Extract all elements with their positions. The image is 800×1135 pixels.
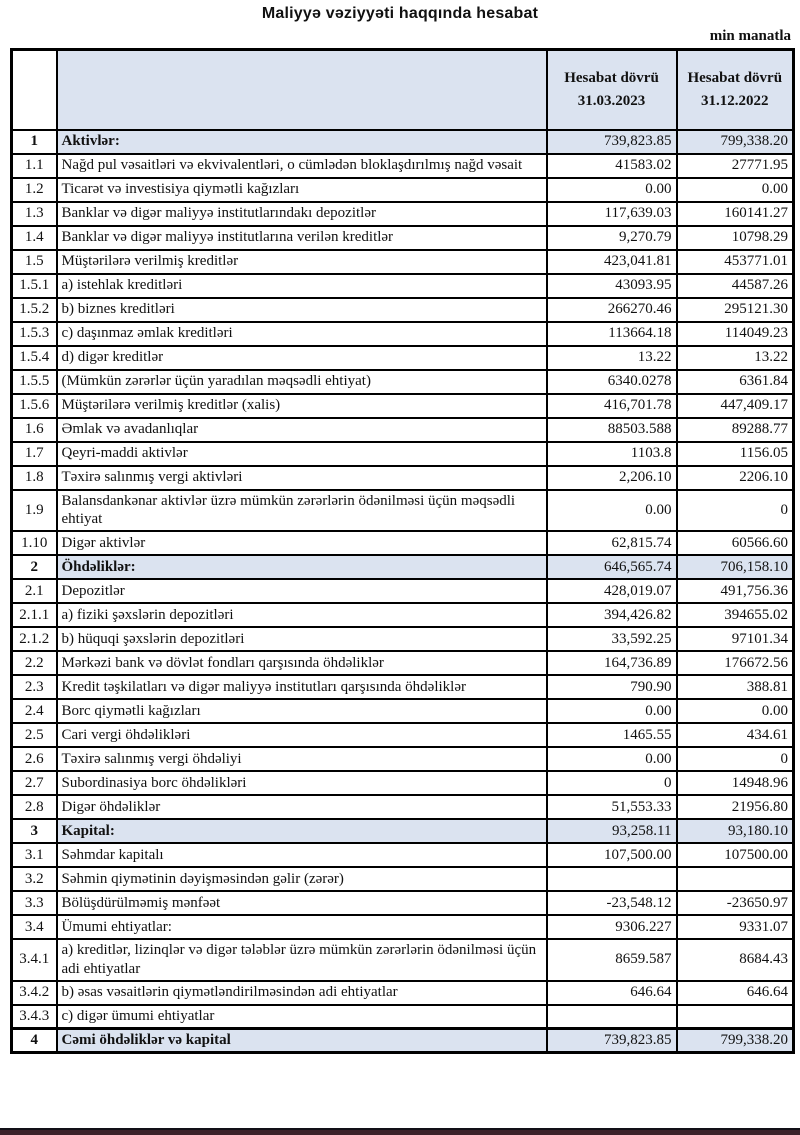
header-row xyxy=(12,50,794,130)
value-period-1: 164,736.89 xyxy=(547,651,677,675)
row-label: Digər aktivlər xyxy=(57,531,547,555)
value-period-2: 0 xyxy=(677,490,794,532)
value-period-1: 6340.0278 xyxy=(547,370,677,394)
row-label: Cəmi öhdəliklər və kapital xyxy=(57,1029,547,1053)
row-label: a) istehlak kreditləri xyxy=(57,274,547,298)
header-cell-description xyxy=(57,50,547,130)
table-row xyxy=(12,418,794,442)
table-row xyxy=(12,651,794,675)
value-period-2: 799,338.20 xyxy=(677,1029,794,1053)
row-number: 1.5.6 xyxy=(12,394,57,418)
value-period-1: 93,258.11 xyxy=(547,819,677,843)
table-row xyxy=(12,1005,794,1029)
value-period-2: 13.22 xyxy=(677,346,794,370)
value-period-2: 44587.26 xyxy=(677,274,794,298)
value-period-2: 10798.29 xyxy=(677,226,794,250)
row-number: 1.5 xyxy=(12,250,57,274)
row-label: Banklar və digər maliyyə institutlarına verilən kreditlər xyxy=(57,226,547,250)
header-cell-period-1 xyxy=(547,50,677,130)
row-number: 2.1.2 xyxy=(12,627,57,651)
value-period-2: 8684.43 xyxy=(677,939,794,981)
value-period-1: 0.00 xyxy=(547,490,677,532)
row-number: 1.8 xyxy=(12,466,57,490)
value-period-2: 176672.56 xyxy=(677,651,794,675)
row-number: 1.5.5 xyxy=(12,370,57,394)
value-period-2: 89288.77 xyxy=(677,418,794,442)
table-row xyxy=(12,394,794,418)
value-period-1: 1103.8 xyxy=(547,442,677,466)
value-period-1: 0 xyxy=(547,771,677,795)
row-label: Digər öhdəliklər xyxy=(57,795,547,819)
section-row xyxy=(12,819,794,843)
row-label: Öhdəliklər: xyxy=(57,555,547,579)
value-period-2: 646.64 xyxy=(677,981,794,1005)
value-period-1: 0.00 xyxy=(547,747,677,771)
row-label: Müştərilərə verilmiş kreditlər (xalis) xyxy=(57,394,547,418)
value-period-1: 41583.02 xyxy=(547,154,677,178)
value-period-2: -23650.97 xyxy=(677,891,794,915)
row-number: 1.4 xyxy=(12,226,57,250)
row-label: Təxirə salınmış vergi öhdəliyi xyxy=(57,747,547,771)
page-bottom-bar xyxy=(0,1128,800,1135)
value-period-2: 14948.96 xyxy=(677,771,794,795)
table-row xyxy=(12,579,794,603)
period-1-label: Hesabat dövrü xyxy=(564,70,659,86)
value-period-1: 0.00 xyxy=(547,699,677,723)
value-period-2: 453771.01 xyxy=(677,250,794,274)
row-label: Cari vergi öhdəlikləri xyxy=(57,723,547,747)
row-label: a) kreditlər, lizinqlər və digər tələblər üzrə mümkün zərərlərin ödənilməsi üçün adi ehtiyatlar xyxy=(57,939,547,981)
financial-position-table xyxy=(10,48,795,1054)
table-row xyxy=(12,795,794,819)
table-row xyxy=(12,939,794,981)
value-period-1: 62,815.74 xyxy=(547,531,677,555)
row-label: Balansdankənar aktivlər üzrə mümkün zərərlərin ödənilməsi üçün məqsədli ehtiyat xyxy=(57,490,547,532)
value-period-1: 266270.46 xyxy=(547,298,677,322)
row-label: (Mümkün zərərlər üçün yaradılan məqsədli ehtiyat) xyxy=(57,370,547,394)
row-label: Kapital: xyxy=(57,819,547,843)
table-row xyxy=(12,891,794,915)
row-label: Əmlak və avadanlıqlar xyxy=(57,418,547,442)
table-row xyxy=(12,747,794,771)
row-number: 1.7 xyxy=(12,442,57,466)
value-period-2: 434.61 xyxy=(677,723,794,747)
row-number: 2.5 xyxy=(12,723,57,747)
row-number: 1.6 xyxy=(12,418,57,442)
row-number: 1.5.2 xyxy=(12,298,57,322)
row-number: 3 xyxy=(12,819,57,843)
value-period-1: 88503.588 xyxy=(547,418,677,442)
value-period-1: 428,019.07 xyxy=(547,579,677,603)
period-2-label: Hesabat dövrü xyxy=(687,70,783,86)
value-period-1 xyxy=(547,1005,677,1029)
row-number: 2.6 xyxy=(12,747,57,771)
row-number: 1.9 xyxy=(12,490,57,532)
table-header xyxy=(12,50,794,130)
value-period-1: 739,823.85 xyxy=(547,130,677,154)
row-label: Banklar və digər maliyyə institutlarındakı depozitlər xyxy=(57,202,547,226)
section-row xyxy=(12,130,794,154)
value-period-2: 388.81 xyxy=(677,675,794,699)
header-cell-blank xyxy=(12,50,57,130)
value-period-1: 790.90 xyxy=(547,675,677,699)
row-label: Aktivlər: xyxy=(57,130,547,154)
table-row xyxy=(12,675,794,699)
value-period-1: 0.00 xyxy=(547,178,677,202)
table-row xyxy=(12,771,794,795)
row-label: Mərkəzi bank və dövlət fondları qarşısında öhdəliklər xyxy=(57,651,547,675)
table-row xyxy=(12,274,794,298)
table-row xyxy=(12,627,794,651)
value-period-1: -23,548.12 xyxy=(547,891,677,915)
table-row xyxy=(12,370,794,394)
value-period-2: 6361.84 xyxy=(677,370,794,394)
value-period-1: 33,592.25 xyxy=(547,627,677,651)
section-row xyxy=(12,555,794,579)
table-body xyxy=(12,130,794,1053)
value-period-2: 107500.00 xyxy=(677,843,794,867)
value-period-1: 43093.95 xyxy=(547,274,677,298)
table-row xyxy=(12,843,794,867)
row-label: Müştərilərə verilmiş kreditlər xyxy=(57,250,547,274)
row-number: 1.3 xyxy=(12,202,57,226)
value-period-2: 295121.30 xyxy=(677,298,794,322)
row-label: Qeyri-maddi aktivlər xyxy=(57,442,547,466)
value-period-1: 8659.587 xyxy=(547,939,677,981)
row-number: 3.2 xyxy=(12,867,57,891)
value-period-1: 416,701.78 xyxy=(547,394,677,418)
table-row xyxy=(12,442,794,466)
value-period-1: 2,206.10 xyxy=(547,466,677,490)
row-label: a) fiziki şəxslərin depozitləri xyxy=(57,603,547,627)
row-label: Depozitlər xyxy=(57,579,547,603)
value-period-1: 9306.227 xyxy=(547,915,677,939)
value-period-2: 491,756.36 xyxy=(677,579,794,603)
row-number: 3.4 xyxy=(12,915,57,939)
value-period-1: 113664.18 xyxy=(547,322,677,346)
table-row xyxy=(12,915,794,939)
row-number: 1.1 xyxy=(12,154,57,178)
row-label: Bölüşdürülməmiş mənfəət xyxy=(57,891,547,915)
value-period-2: 2206.10 xyxy=(677,466,794,490)
table-row xyxy=(12,867,794,891)
value-period-1: 51,553.33 xyxy=(547,795,677,819)
row-label: c) digər ümumi ehtiyatlar xyxy=(57,1005,547,1029)
period-1-date: 31.03.2023 xyxy=(577,92,646,109)
row-number: 2 xyxy=(12,555,57,579)
value-period-2: 1156.05 xyxy=(677,442,794,466)
table-row xyxy=(12,531,794,555)
period-2-date: 31.12.2022 xyxy=(701,92,769,109)
row-number: 1.2 xyxy=(12,178,57,202)
header-cell-period-2 xyxy=(677,50,794,130)
value-period-1: 9,270.79 xyxy=(547,226,677,250)
table-row xyxy=(12,490,794,532)
row-label: Təxirə salınmış vergi aktivləri xyxy=(57,466,547,490)
value-period-2: 394655.02 xyxy=(677,603,794,627)
row-number: 2.1.1 xyxy=(12,603,57,627)
row-number: 1.10 xyxy=(12,531,57,555)
value-period-1: 739,823.85 xyxy=(547,1029,677,1053)
value-period-2: 160141.27 xyxy=(677,202,794,226)
value-period-2: 9331.07 xyxy=(677,915,794,939)
table-row xyxy=(12,202,794,226)
value-period-2: 93,180.10 xyxy=(677,819,794,843)
value-period-2: 706,158.10 xyxy=(677,555,794,579)
row-number: 2.2 xyxy=(12,651,57,675)
value-period-2: 0 xyxy=(677,747,794,771)
row-label: Subordinasiya borc öhdəlikləri xyxy=(57,771,547,795)
table-row xyxy=(12,466,794,490)
table-row xyxy=(12,603,794,627)
row-label: Səhmdar kapitalı xyxy=(57,843,547,867)
row-label: b) əsas vəsaitlərin qiymətləndirilməsindən adi ehtiyatlar xyxy=(57,981,547,1005)
table-row xyxy=(12,298,794,322)
value-period-2: 0.00 xyxy=(677,178,794,202)
row-label: c) daşınmaz əmlak kreditləri xyxy=(57,322,547,346)
table-row xyxy=(12,346,794,370)
table-row xyxy=(12,322,794,346)
section-row xyxy=(12,1029,794,1053)
value-period-1 xyxy=(547,867,677,891)
table-row xyxy=(12,250,794,274)
row-number: 2.4 xyxy=(12,699,57,723)
table-row xyxy=(12,699,794,723)
row-label: Borc qiymətli kağızları xyxy=(57,699,547,723)
value-period-1: 117,639.03 xyxy=(547,202,677,226)
value-period-1: 1465.55 xyxy=(547,723,677,747)
row-number: 3.4.2 xyxy=(12,981,57,1005)
row-number: 1.5.4 xyxy=(12,346,57,370)
value-period-2: 114049.23 xyxy=(677,322,794,346)
row-label: d) digər kreditlər xyxy=(57,346,547,370)
row-number: 3.3 xyxy=(12,891,57,915)
value-period-2: 27771.95 xyxy=(677,154,794,178)
value-period-2: 97101.34 xyxy=(677,627,794,651)
row-number: 2.8 xyxy=(12,795,57,819)
value-period-2: 0.00 xyxy=(677,699,794,723)
unit-note: min manatla xyxy=(709,28,791,44)
value-period-2 xyxy=(677,867,794,891)
row-label: Kredit təşkilatları və digər maliyyə institutları qarşısında öhdəliklər xyxy=(57,675,547,699)
row-label: Ümumi ehtiyatlar: xyxy=(57,915,547,939)
row-label: b) biznes kreditləri xyxy=(57,298,547,322)
value-period-2 xyxy=(677,1005,794,1029)
value-period-1: 107,500.00 xyxy=(547,843,677,867)
table-row xyxy=(12,226,794,250)
page-title: Maliyyə vəziyyəti haqqında hesabat xyxy=(261,5,539,22)
value-period-1: 394,426.82 xyxy=(547,603,677,627)
value-period-1: 13.22 xyxy=(547,346,677,370)
value-period-2: 60566.60 xyxy=(677,531,794,555)
table-row xyxy=(12,981,794,1005)
row-number: 3.4.3 xyxy=(12,1005,57,1029)
table-row xyxy=(12,723,794,747)
table-row xyxy=(12,178,794,202)
row-label: b) hüquqi şəxslərin depozitləri xyxy=(57,627,547,651)
row-number: 4 xyxy=(12,1029,57,1053)
row-number: 1 xyxy=(12,130,57,154)
row-number: 3.4.1 xyxy=(12,939,57,981)
row-label: Ticarət və investisiya qiymətli kağızları xyxy=(57,178,547,202)
row-label: Səhmin qiymətinin dəyişməsindən gəlir (zərər) xyxy=(57,867,547,891)
value-period-1: 646.64 xyxy=(547,981,677,1005)
value-period-1: 423,041.81 xyxy=(547,250,677,274)
row-number: 2.3 xyxy=(12,675,57,699)
row-number: 2.1 xyxy=(12,579,57,603)
row-number: 2.7 xyxy=(12,771,57,795)
value-period-1: 646,565.74 xyxy=(547,555,677,579)
value-period-2: 799,338.20 xyxy=(677,130,794,154)
row-number: 1.5.1 xyxy=(12,274,57,298)
row-label: Nağd pul vəsaitləri və ekvivalentləri, o cümlədən bloklaşdırılmış nağd vəsait xyxy=(57,154,547,178)
table-row xyxy=(12,154,794,178)
value-period-2: 447,409.17 xyxy=(677,394,794,418)
row-number: 3.1 xyxy=(12,843,57,867)
row-number: 1.5.3 xyxy=(12,322,57,346)
value-period-2: 21956.80 xyxy=(677,795,794,819)
